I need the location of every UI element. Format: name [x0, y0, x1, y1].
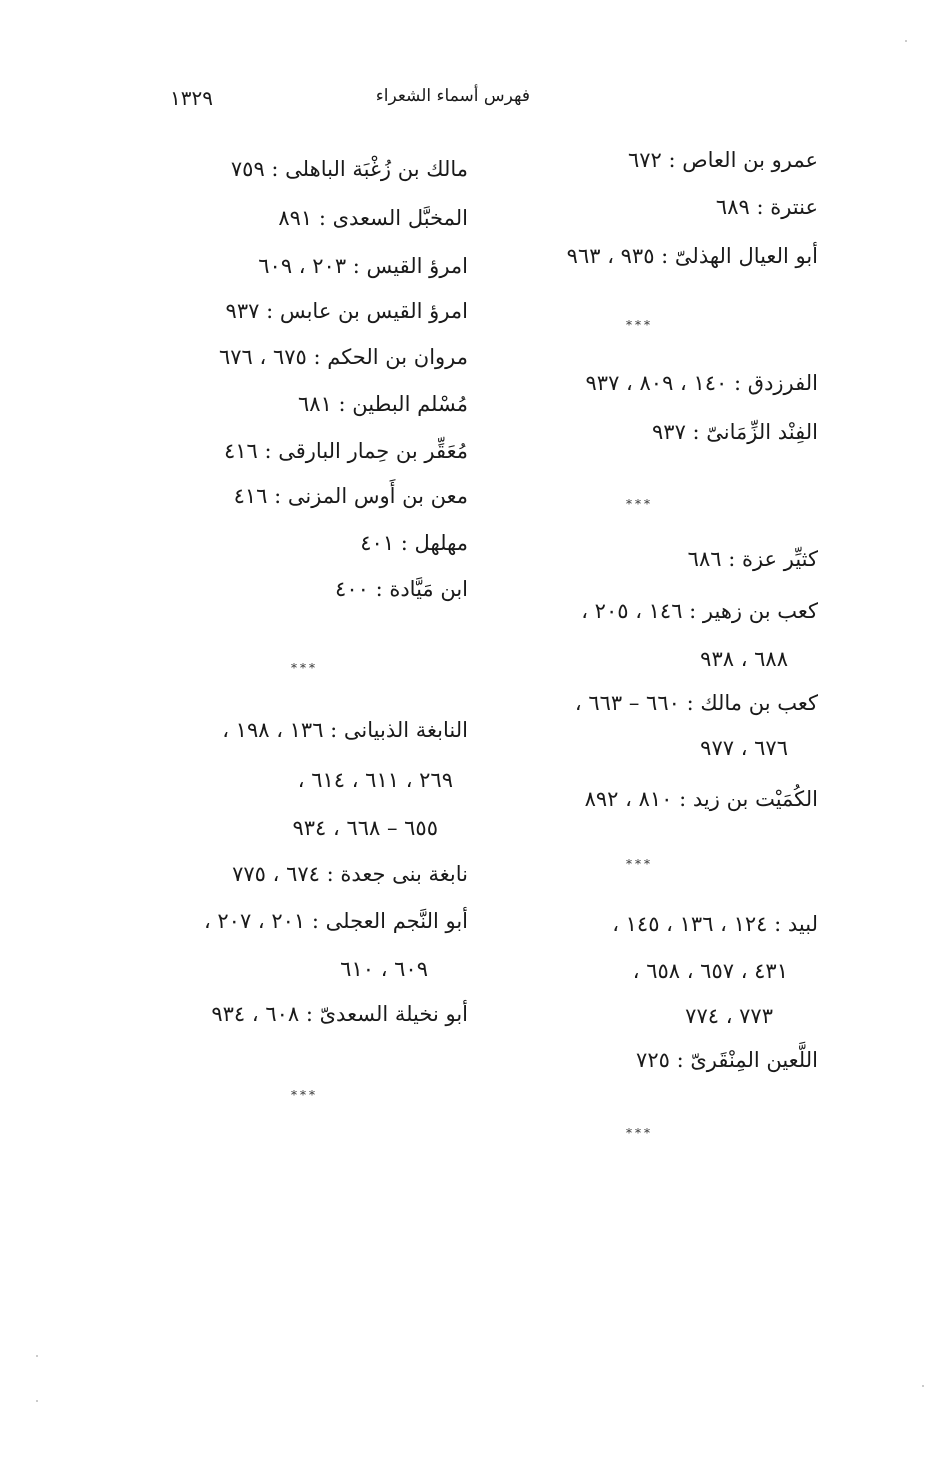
index-entry: لبيد : ١٢٤ ، ١٣٦ ، ١٤٥ ،	[612, 912, 818, 936]
index-entry-continuation: ٧٧٣ ، ٧٧٤	[685, 1004, 773, 1028]
scan-speck	[36, 1355, 38, 1357]
section-separator: ***	[291, 661, 318, 675]
section-separator: ***	[291, 1088, 318, 1102]
section-separator: ***	[626, 497, 653, 511]
index-entry: كعب بن زهير : ١٤٦ ، ٢٠٥ ،	[581, 599, 818, 623]
index-entry-continuation: ٦٥٥ – ٦٦٨ ، ٩٣٤	[292, 816, 438, 840]
index-entry: مالك بن زُغْبَة الباهلى : ٧٥٩	[230, 157, 468, 181]
section-separator: ***	[626, 1126, 653, 1140]
index-entry: اللَّعين المِنْقَرىّ : ٧٢٥	[636, 1048, 818, 1072]
scan-speck	[922, 1385, 924, 1387]
index-entry: أبو نخيلة السعدىّ : ٦٠٨ ، ٩٣٤	[211, 1002, 468, 1026]
index-entry: النابغة الذبيانى : ١٣٦ ، ١٩٨ ،	[222, 718, 468, 742]
index-entry: أبو النَّجم العجلى : ٢٠١ ، ٢٠٧ ،	[203, 909, 468, 933]
index-entry: امرؤ القيس : ٢٠٣ ، ٦٠٩	[258, 254, 468, 278]
index-entry: عنترة : ٦٨٩	[715, 195, 818, 219]
index-entry: الفرزدق : ١٤٠ ، ٨٠٩ ، ٩٣٧	[585, 371, 818, 395]
index-entry: مروان بن الحكم : ٦٧٥ ، ٦٧٦	[218, 345, 468, 369]
index-entry: معن بن أَوس المزنى : ٤١٦	[233, 484, 468, 508]
index-entry: مهلهل : ٤٠١	[360, 531, 468, 555]
index-entry: الفِنْد الزِّمَانىّ : ٩٣٧	[652, 420, 818, 444]
index-entry-continuation: ٦٠٩ ، ٦١٠	[340, 957, 428, 981]
index-entry-continuation: ٤٣١ ، ٦٥٧ ، ٦٥٨ ،	[632, 959, 788, 983]
scan-speck	[905, 40, 907, 42]
index-entry-continuation: ٦٧٦ ، ٩٧٧	[700, 736, 788, 760]
index-entry-continuation: ٢٦٩ ، ٦١١ ، ٦١٤ ،	[297, 768, 453, 792]
index-entry: عمرو بن العاص : ٦٧٢	[627, 148, 818, 172]
index-entry: مُسْلم البطين : ٦٨١	[298, 392, 468, 416]
section-separator: ***	[626, 857, 653, 871]
section-separator: ***	[626, 318, 653, 332]
index-entry: امرؤ القيس بن عابس : ٩٣٧	[225, 299, 468, 323]
index-entry: ابن مَيَّادة : ٤٠٠	[335, 577, 468, 601]
page-number: ١٣٢٩	[170, 86, 213, 110]
index-entry: نابغة بنى جعدة : ٦٧٤ ، ٧٧٥	[232, 862, 468, 886]
index-entry-continuation: ٦٨٨ ، ٩٣٨	[700, 647, 788, 671]
index-entry: المخبَّل السعدى : ٨٩١	[278, 206, 468, 230]
index-entry: كثيِّر عزة : ٦٨٦	[687, 547, 818, 571]
index-entry: الكُمَيْت بن زيد : ٨١٠ ، ٨٩٢	[584, 787, 818, 811]
index-entry: مُعَقِّر بن حِمار البارقى : ٤١٦	[223, 439, 468, 463]
index-entry: أبو العيال الهذلىّ : ٩٣٥ ، ٩٦٣	[566, 244, 818, 268]
running-header-title: فهرس أسماء الشعراء	[375, 86, 530, 106]
index-entry: كعب بن مالك : ٦٦٠ – ٦٦٣ ،	[574, 691, 818, 715]
scan-speck	[36, 1400, 38, 1402]
